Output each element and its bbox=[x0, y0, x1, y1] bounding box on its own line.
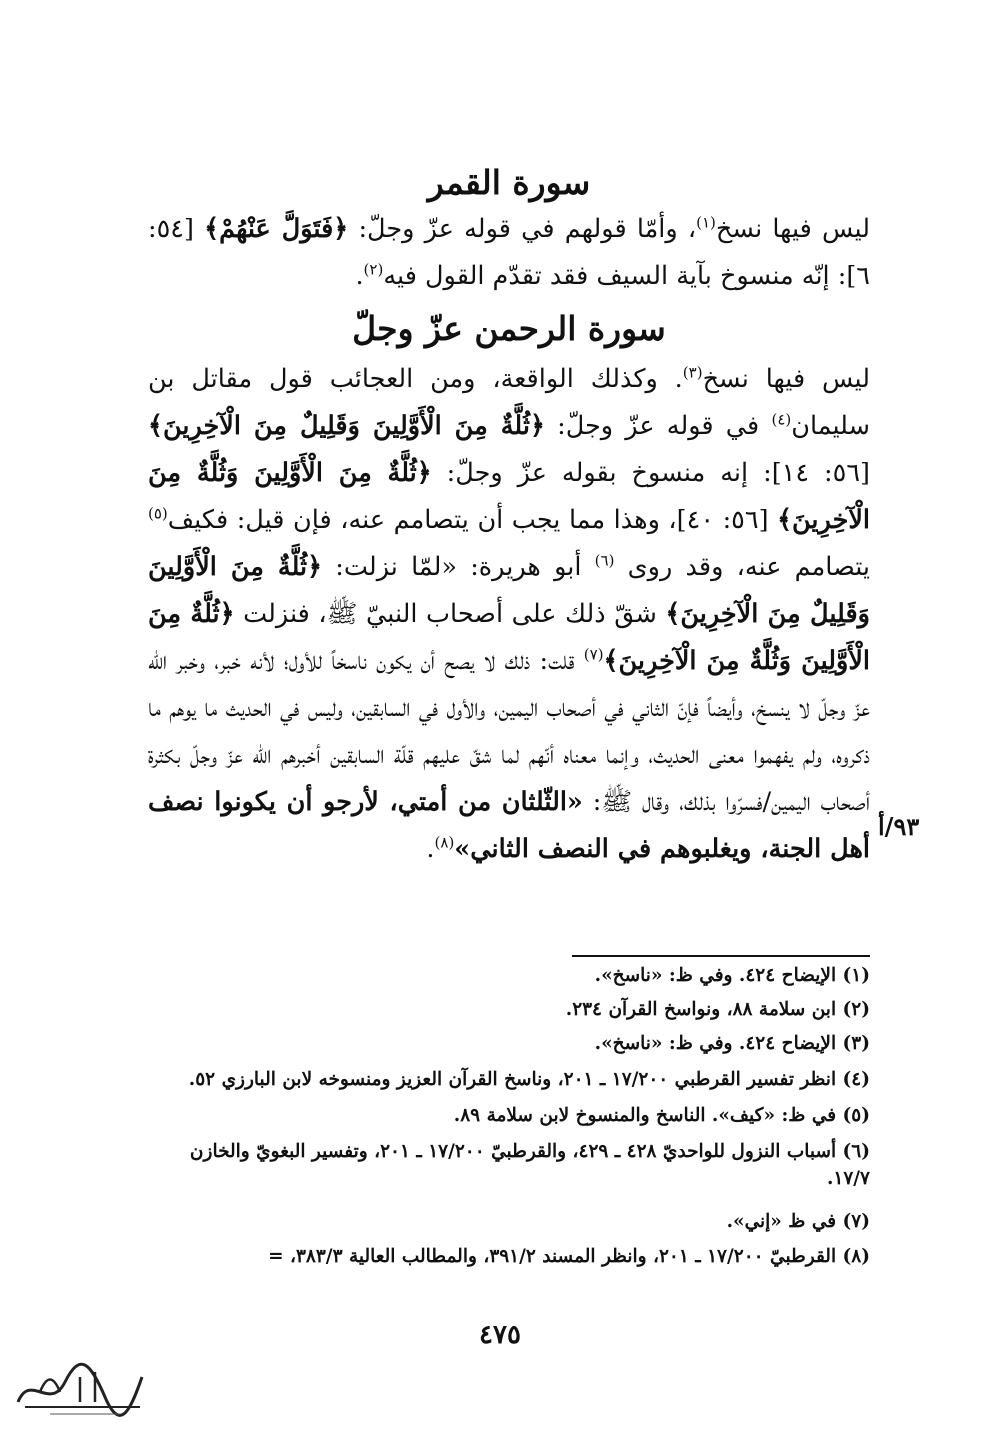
text-run: . bbox=[355, 261, 364, 292]
text-run: في قوله عزّ وجلّ: bbox=[544, 411, 772, 442]
quran-quote: ﴿ثُلَّةٌ مِنَ الْأَوَّلِينَ وَقَلِيلٌ مِنَ الْآخِرِينَ﴾ bbox=[148, 552, 870, 630]
footnote-8: (٨) القرطبيّ ١٧/٢٠٠ ـ ٢٠١، وانظر المسند ٣٩١/٢، والمطالب العالية ٣٨٣/٣، = bbox=[268, 1246, 870, 1267]
footnote-divider bbox=[572, 955, 870, 957]
footnote-4: (٤) انظر تفسير القرطبي ١٧/٢٠٠ ـ ٢٠١، وناسخ القرآن العزيز ومنسوخه لابن البارزي ٥٢. bbox=[188, 1069, 870, 1090]
text-run: [٥٦: ١٤]: إنه منسوخ بقوله عزّ وجلّ: bbox=[431, 458, 870, 489]
paragraph-ar-rahman bbox=[148, 356, 870, 873]
text-run: ليس فيها نسخ bbox=[702, 364, 870, 395]
footnote-7: (٧) في ظ «إني». bbox=[726, 1211, 870, 1232]
footnote-ref: (٨) bbox=[434, 833, 455, 852]
footnote-ref: (٢) bbox=[363, 260, 384, 279]
footnote-3: (٣) الإيضاح ٤٢٤. وفي ظ: «ناسخ». bbox=[594, 1033, 870, 1054]
manuscript-folio-note: ٩٣/أ bbox=[878, 812, 920, 841]
footnote-2: (٢) ابن سلامة ٨٨، ونواسخ القرآن ٢٣٤. bbox=[565, 999, 870, 1020]
surah-heading-al-qamar: سورة القمر bbox=[427, 163, 591, 202]
surah-heading-ar-rahman: سورة الرحمن عزّ وجلّ bbox=[352, 309, 666, 349]
main-text bbox=[148, 160, 870, 873]
footnote-6: (٦) أسباب النزول للواحديّ ٤٢٨ ـ ٤٢٩، والقرطبيّ ١٧/٢٠٠ ـ ٢٠١، وتفسير البغويّ والخازن ١٧/٧. bbox=[189, 1141, 870, 1189]
paragraph-al-qamar bbox=[148, 206, 870, 300]
text-run: . bbox=[426, 834, 435, 865]
text-run: . وكذلك الواقعة، ومن العجائب قول مقاتل بن سليمان bbox=[148, 364, 870, 442]
footnote-ref: (٦) bbox=[594, 551, 615, 570]
footnote-ref: (٣) bbox=[682, 363, 703, 382]
footnote-ref: (١) bbox=[696, 213, 716, 232]
hadith-quote: «الثّلثان من أمتي، لأرجو أن يكونوا نصف أهل الجنة، ويغلبوهم في النصف الثاني» bbox=[148, 787, 870, 865]
text-run: [٥٦: ٤٠]، وهذا مما يجب أن يتصامم عنه، فإن قيل: فكيف bbox=[167, 505, 778, 536]
quran-quote: ﴿ثُلَّةٌ مِنَ الْأَوَّلِينَ وَثُلَّةٌ مِنَ الْآخِرِينَ﴾ bbox=[148, 599, 870, 677]
quran-quote: ﴿ثُلَّةٌ مِنَ الْأَوَّلِينَ وَقَلِيلٌ مِنَ الْآخِرِينَ﴾ bbox=[148, 411, 545, 442]
text-run: ، وأمّا قولهم في قوله عزّ وجلّ: bbox=[348, 214, 697, 245]
text-run: [٥٤: ٦]: إنّه منسوخ بآية السيف فقد تقدّم القول فيه bbox=[148, 214, 870, 292]
text-run: يتصامم عنه، وقد روى bbox=[614, 552, 870, 583]
footnote-5: (٥) في ظ: «كيف». الناسخ والمنسوخ لابن سلامة ٨٩. bbox=[453, 1105, 870, 1126]
text-run: قلت: ذلك لا يصح أن يكون ناسخاً للأول؛ لأنه خبر، وخبر الله عزّ وجلّ لا ينسخ، وأيضاً فإنّ الثاني في أصحاب اليمين، والأول في السابقين، وليس في الحديث ما يوهم ما ذكروه، ولم يفهموا معنى الحديث، وإنما معناه أنّهم لما شقّ عليهم قلّة السابقين أخبرهم الله عزّ وجلّ بكثرة أصحاب اليمين/فسرّوا بذلك، وقال ﷺ: bbox=[148, 646, 870, 818]
footnote-ref: (٤) bbox=[771, 410, 792, 429]
footnote-ref: (٥) bbox=[148, 504, 168, 523]
library-logo-icon bbox=[10, 1352, 150, 1424]
text-run: أبو هريرة: «لمّا نزلت: bbox=[322, 552, 595, 583]
quran-quote: ﴿فَتَوَلَّ عَنْهُمْ﴾ bbox=[204, 214, 349, 245]
footnote-ref: (٧) bbox=[583, 645, 604, 664]
page-number: ٤٧٥ bbox=[479, 1320, 521, 1350]
footnote-1: (١) الإيضاح ٤٢٤. وفي ظ: «ناسخ». bbox=[594, 965, 870, 986]
text-run: ليس فيها نسخ bbox=[715, 214, 871, 245]
text-run: شقّ ذلك على أصحاب النبيّ ﷺ، فنزلت bbox=[234, 599, 666, 630]
quran-quote: ﴿ثُلَّةٌ مِنَ الْأَوَّلِينَ وَثُلَّةٌ مِنَ الْآخِرِينَ﴾ bbox=[148, 458, 870, 536]
